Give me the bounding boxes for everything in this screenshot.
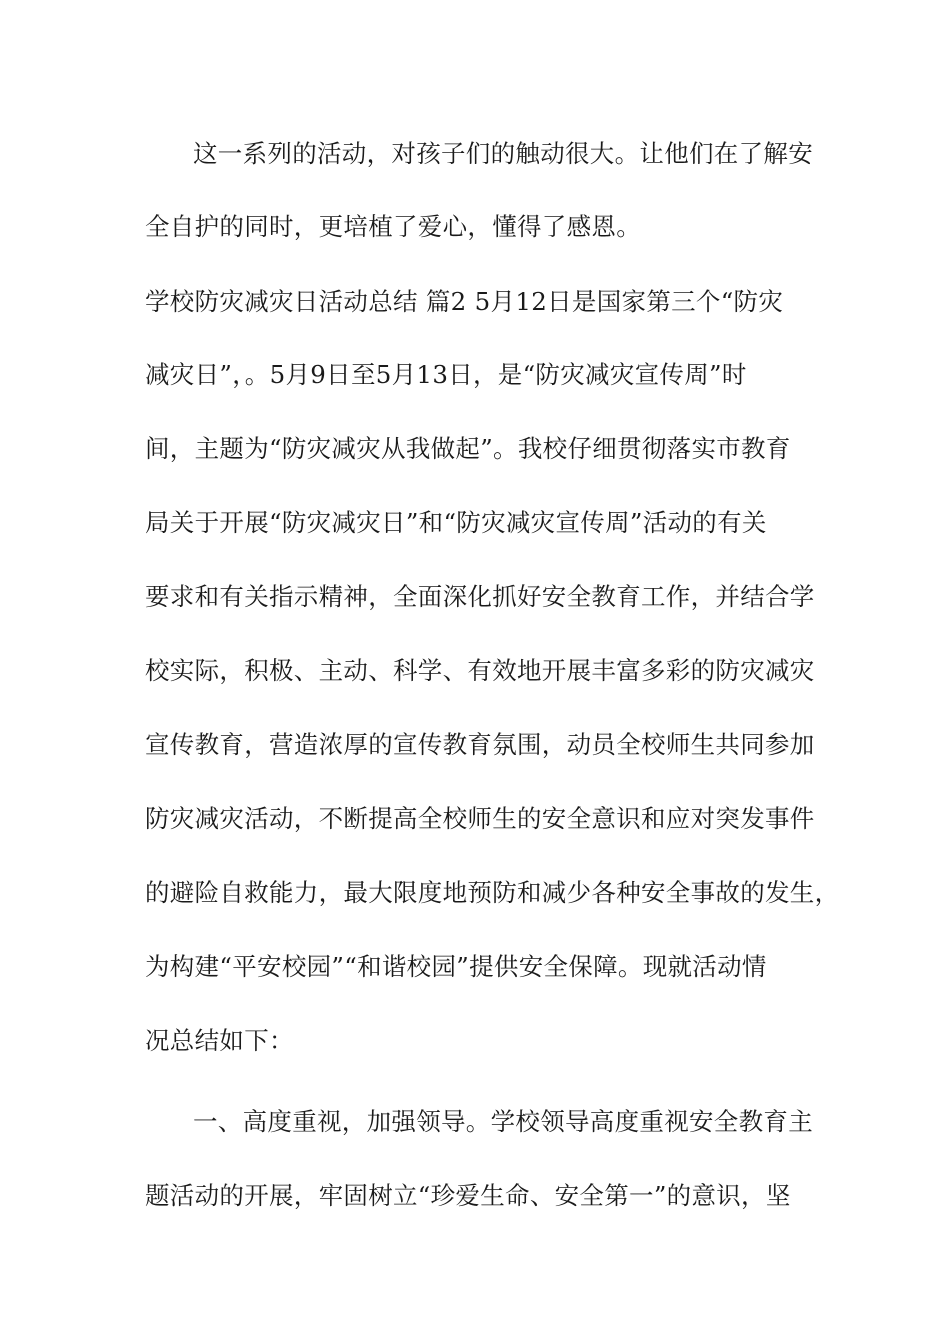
paragraph-line: 局关于开展“防灾减灾日”和“防灾减灾宣传周”活动的有关 (145, 508, 767, 537)
paragraph-line: 防灾减灾活动，不断提高全校师生的安全意识和应对突发事件 (145, 804, 815, 833)
paragraph-line: 间，主题为“防灾减灾从我做起”。我校仔细贯彻落实市教育 (145, 434, 791, 463)
paragraph-line: 全自护的同时，更培植了爱心，懂得了感恩。 (145, 212, 641, 241)
paragraph-line: 要求和有关指示精神，全面深化抓好安全教育工作，并结合学 (145, 582, 815, 611)
paragraph-line: 的避险自救能力，最大限度地预防和减少各种安全事故的发生， (145, 878, 840, 907)
paragraph-line: 一、高度重视，加强领导。学校领导高度重视安全教育主 (193, 1107, 813, 1136)
paragraph-line: 减灾日”，。5月9日至5月13日，是“防灾减灾宣传周”时 (145, 360, 747, 389)
section-heading-line: 学校防灾减灾日活动总结 篇2 5月12日是国家第三个“防灾 (145, 287, 784, 316)
paragraph-line: 为构建“平安校园”“和谐校园”提供安全保障。现就活动情 (145, 952, 767, 981)
paragraph-line: 题活动的开展，牢固树立“珍爱生命、安全第一”的意识，坚 (145, 1181, 791, 1210)
paragraph-line: 这一系列的活动，对孩子们的触动很大。让他们在了解安 (193, 139, 813, 168)
paragraph-line: 校实际，积极、主动、科学、有效地开展丰富多彩的防灾减灾 (145, 656, 815, 685)
paragraph-line: 宣传教育，营造浓厚的宣传教育氛围，动员全校师生共同参加 (145, 730, 815, 759)
paragraph-line: 况总结如下： (145, 1026, 294, 1055)
